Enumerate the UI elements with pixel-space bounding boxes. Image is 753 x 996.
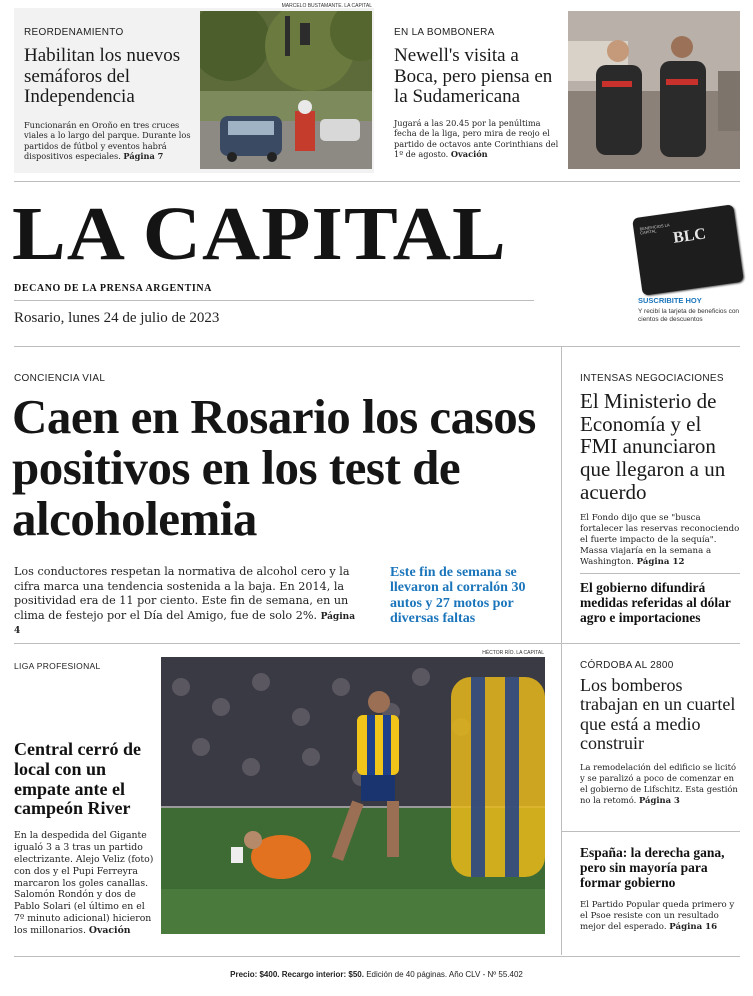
spain-body: El Partido Popular queda primero y el Psoe resiste con un resultado mejor del esperado. Página 16: [580, 900, 735, 933]
firefighters-headline[interactable]: Los bomberos trabajan en un cuartel que está a medio construir: [580, 675, 736, 754]
masthead-underline: [14, 300, 534, 301]
masthead-divider: [14, 346, 740, 347]
masthead-tagline: DECANO DE LA PRENSA ARGENTINA: [14, 283, 212, 294]
top-right-body: Jugará a las 20.45 por la penúltima fecha de la liga, pero mira de reojo el partido de octavos ante Corinthians del 1º de agosto. Ovación: [394, 118, 559, 159]
card-text: BENEFICIOS LA CAPITAL: [639, 222, 670, 236]
lead-side-headline[interactable]: Este fin de semana se llevaron al corralón 30 autos y 27 motos por diversas faltas: [390, 565, 526, 627]
top-right-kicker: EN LA BOMBONERA: [394, 27, 495, 38]
imf-headline[interactable]: El Ministerio de Economía y el FMI anunciaron que llegaron a un acuerdo: [580, 389, 726, 504]
top-left-headline[interactable]: Habilitan los nuevos semáforos del Independencia: [24, 45, 181, 108]
column-rule: [561, 347, 562, 955]
sports-photo-credit: HÉCTOR RÍO. LA CAPITAL: [482, 650, 544, 656]
dateline: Rosario, lunes 24 de julio de 2023: [14, 310, 220, 326]
imf-divider: [580, 573, 740, 574]
lead-body: Los conductores respetan la normativa de alcohol cero y la cifra marca una tendencia sostenida a la baja. En 2014, la positividad era de 11 por ciento. Este fin de semana, en un clima de festejo por el Día del Amigo, fue de solo 2%. Página 4: [14, 565, 356, 637]
top-divider: [14, 181, 740, 182]
imf-kicker: INTENSAS NEGOCIACIONES: [580, 373, 724, 384]
spain-headline[interactable]: España: la derecha gana, pero sin mayoría para formar gobierno: [580, 845, 725, 890]
footer-line: [0, 970, 753, 979]
lead-headline[interactable]: Caen en Rosario los casos positivos en los test de alcoholemia: [12, 389, 536, 546]
sports-headline[interactable]: Central cerró de local con un empate ante el campeón River: [14, 739, 141, 819]
match-photo: [161, 657, 545, 934]
subscribe-sub: Y recibí la tarjeta de beneficios con cientos de descuentos: [638, 308, 740, 323]
lead-kicker: CONCIENCIA VIAL: [14, 373, 106, 384]
top-right-headline[interactable]: Newell's visita a Boca, pero piensa en la Sudamericana: [394, 45, 553, 108]
top-left-kicker: REORDENAMIENTO: [24, 27, 124, 38]
footer-edition: Edición de 40 páginas. Año CLV - Nº 55.402: [366, 970, 523, 979]
dollar-headline[interactable]: El gobierno difundirá medidas referidas al dólar agro e importaciones: [580, 580, 731, 626]
sports-kicker: LIGA PROFESIONAL: [14, 661, 101, 671]
sports-body: En la despedida del Gigante igualó 3 a 3 tras un partido electrizante. Alejo Veliz (foto) con dos y el Pupi Ferreyra marcaron los goles canallas. Salomón Rondón y dos de Pablo Solari (el último en el 7º minuto adicional) hicieron los millonarios. Ovación: [14, 830, 154, 937]
masthead-title: LA CAPITAL: [12, 192, 507, 276]
players-photo: [568, 11, 740, 169]
firefighters-divider: [562, 831, 740, 832]
firefighters-body: La remodelación del edificio se licitó y se paralizó a poco de comenzar en el gobierno de Lifschitz. Esta gestión no la retomó. Página 3: [580, 762, 738, 805]
footer-price: Precio: $400. Recargo interior: $50.: [230, 970, 364, 979]
benefits-card[interactable]: [632, 204, 744, 295]
photo-credit: MARCELO BUSTAMANTE. LA CAPITAL: [281, 3, 372, 9]
traffic-photo: [200, 11, 372, 169]
subscribe-link[interactable]: SUSCRIBITE HOY: [638, 296, 702, 305]
firefighters-kicker: CÓRDOBA AL 2800: [580, 660, 674, 671]
card-brand: BLC: [672, 225, 708, 247]
footer-divider: [14, 956, 740, 957]
top-left-body: Funcionarán en Oroño en tres cruces viales a lo largo del parque. Durante los partidos de fútbol y eventos habrá dispositivos especiales. Página 7: [24, 120, 191, 161]
imf-body: El Fondo dijo que se "busca fortalecer las reservas reconociendo el fuerte impacto de la sequía". Massa viajaría en la semana a Washington. Página 12: [580, 513, 740, 567]
mid-divider: [14, 643, 740, 644]
